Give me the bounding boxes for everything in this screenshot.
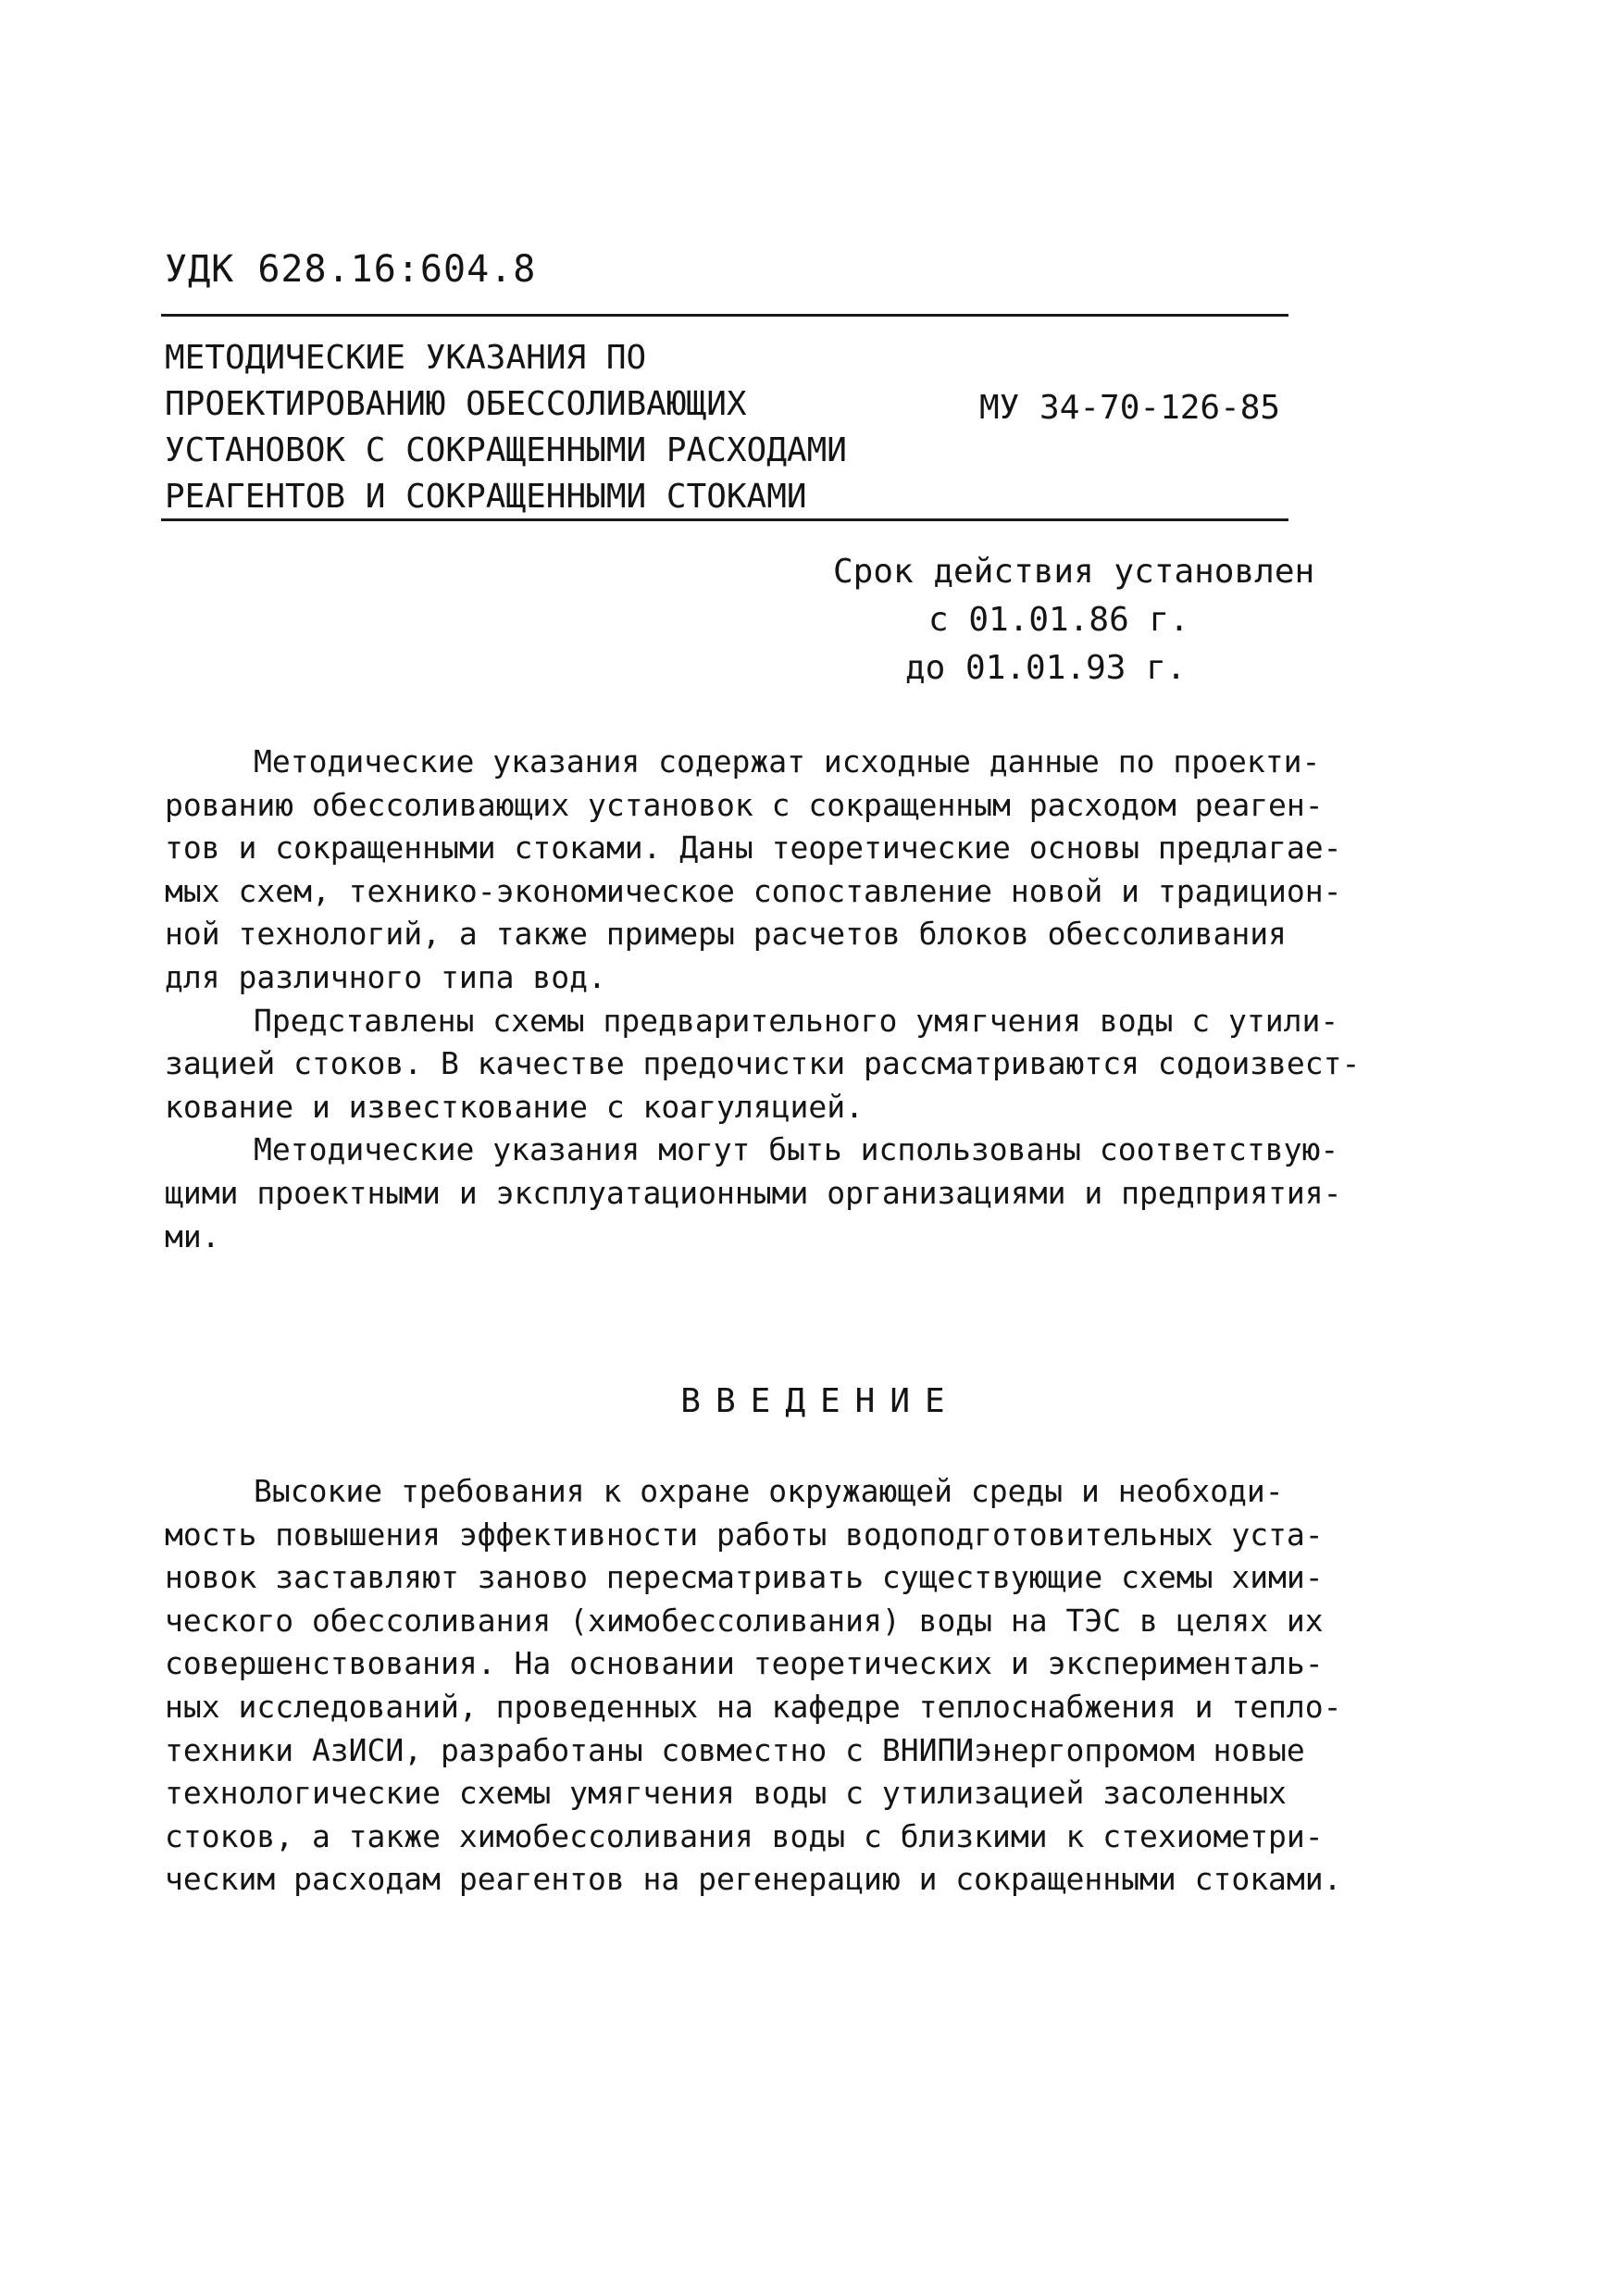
document-code: МУ 34-70-126-85 bbox=[979, 389, 1281, 427]
intro-line: ческого обессоливания (химобессоливания) воды на ТЭС в целях их bbox=[165, 1602, 1324, 1639]
document-title bbox=[165, 335, 847, 520]
abstract-line: ми. bbox=[165, 1217, 220, 1254]
validity-from: с 01.01.86 г. bbox=[928, 601, 1189, 639]
header-bottom-rule bbox=[161, 518, 1288, 521]
intro-line: техники АзИСИ, разработаны совместно с ВНИПИэнергопромом новые bbox=[165, 1731, 1305, 1768]
abstract-line: кование и известкование с коагуляцией. bbox=[165, 1088, 864, 1125]
abstract-line: Методические указания могут быть использованы соответствую- bbox=[254, 1131, 1339, 1168]
intro-line: мость повышения эффективности работы водоподготовительных уста- bbox=[165, 1516, 1324, 1553]
intro-line: совершенствования. На основании теоретических и эксперименталь- bbox=[165, 1645, 1324, 1682]
abstract-line: для различного типа вод. bbox=[165, 958, 606, 995]
intro-line: технологические схемы умягчения воды с утилизацией засоленных bbox=[165, 1775, 1287, 1812]
introduction-heading: ВВЕДЕНИЕ bbox=[680, 1382, 960, 1420]
intro-line: новок заставляют заново пересматривать существующие схемы хими- bbox=[165, 1559, 1324, 1596]
abstract-line: ной технологий, а также примеры расчетов блоков обессоливания bbox=[165, 916, 1287, 953]
title-line: МЕТОДИЧЕСКИЕ УКАЗАНИЯ ПО bbox=[165, 339, 647, 377]
abstract-line: рованию обессоливающих установок с сокращенным расходом реаген- bbox=[165, 786, 1324, 823]
introduction-section bbox=[165, 1470, 1342, 1902]
title-line: УСТАНОВОК С СОКРАЩЕННЫМИ РАСХОДАМИ bbox=[165, 431, 847, 469]
validity-to: до 01.01.93 г. bbox=[905, 649, 1187, 687]
abstract-line: Методические указания содержат исходные данные по проекти- bbox=[254, 743, 1321, 780]
intro-line: Высокие требования к охране окружающей среды и необходи- bbox=[254, 1473, 1284, 1509]
udk-code: УДК 628.16:604.8 bbox=[165, 248, 537, 291]
abstract-line: тов и сокращенными стоками. Даны теоретические основы предлагае- bbox=[165, 830, 1342, 867]
title-line: ПРОЕКТИРОВАНИЮ ОБЕССОЛИВАЮЩИХ bbox=[165, 385, 747, 423]
intro-line: ческим расходам реагентов на регенерацию и сокращенными стоками. bbox=[165, 1861, 1342, 1898]
abstract-line: щими проектными и эксплуатационными организациями и предприятия- bbox=[165, 1174, 1342, 1211]
header-top-rule bbox=[161, 314, 1288, 317]
abstract-section bbox=[165, 741, 1361, 1258]
abstract-line: мых схем, технико-экономическое сопоставление новой и традицион- bbox=[165, 872, 1342, 909]
title-line: РЕАГЕНТОВ И СОКРАЩЕННЫМИ СТОКАМИ bbox=[165, 478, 807, 516]
abstract-line: зацией стоков. В качестве предочистки рассматриваются содоизвест- bbox=[165, 1045, 1361, 1082]
intro-line: ных исследований, проведенных на кафедре теплоснабжения и тепло- bbox=[165, 1688, 1342, 1725]
validity-label: Срок действия установлен bbox=[833, 553, 1315, 591]
intro-line: стоков, а также химобессоливания воды с близкими к стехиометри- bbox=[165, 1817, 1324, 1854]
abstract-line: Представлены схемы предварительного умягчения воды с утили- bbox=[254, 1002, 1339, 1039]
